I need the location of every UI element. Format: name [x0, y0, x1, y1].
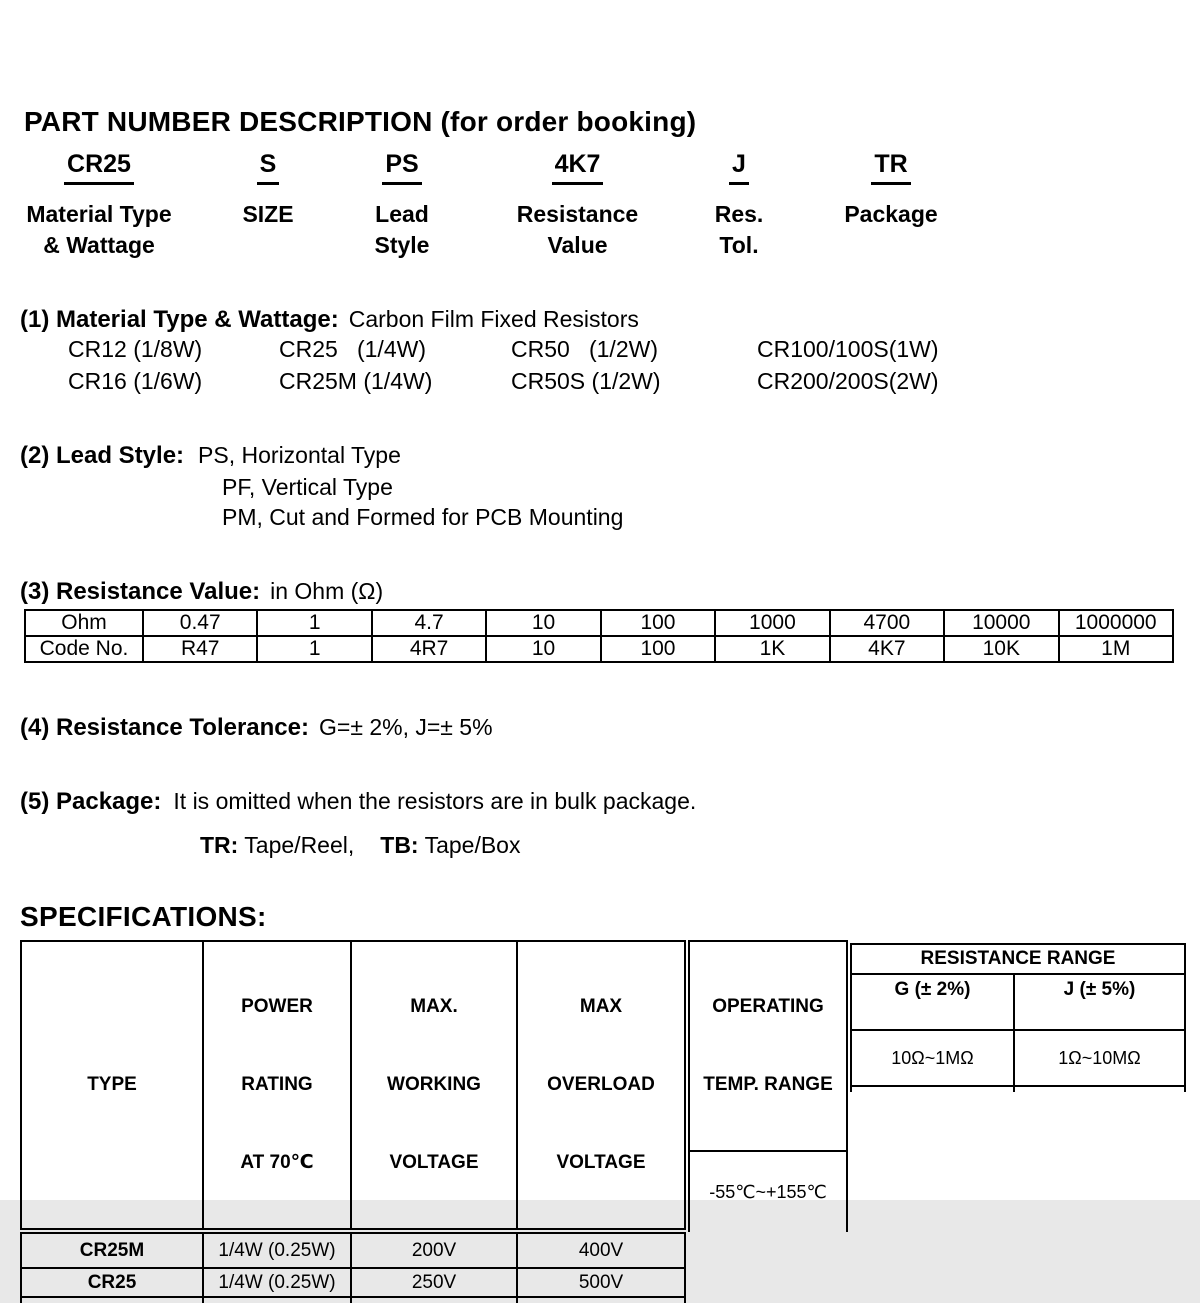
j-tolerance-header: J (± 5%)	[1014, 974, 1185, 1030]
section-package-heading: (5) Package: It is omitted when the resistors are in bulk package.	[20, 788, 697, 815]
material-item: CR50 (1/2W)	[511, 336, 658, 362]
field-label: SIZE	[242, 201, 294, 227]
section-material-heading: (1) Material Type & Wattage: Carbon Film Fixed Resistors	[20, 306, 639, 333]
overload-voltage-header: MAX OVERLOAD VOLTAGE	[517, 941, 685, 1231]
part-number-field-material	[18, 150, 180, 261]
cutoff-row	[21, 1297, 685, 1303]
material-item: CR25M (1/4W)	[279, 368, 433, 394]
resistance-range-subheaders	[851, 974, 1185, 1030]
part-number-title: PART NUMBER DESCRIPTION (for order booking)	[24, 106, 697, 137]
material-item: CR50S (1/2W)	[511, 368, 661, 394]
operating-temp-value-row	[689, 1151, 847, 1232]
code-resistance: 4K7	[552, 150, 604, 185]
lead-style-line-2: PF, Vertical Type	[222, 474, 393, 500]
ohm-row: Ohm 0.47 1 4.7 10 100 1000 4700 10000 1000000	[25, 610, 1173, 636]
field-label: Material Type & Wattage	[26, 201, 172, 258]
tb-label: TB:	[380, 832, 419, 858]
section-lead-heading: (2) Lead Style: PS, Horizontal Type	[20, 442, 401, 469]
resistance-code-table	[24, 609, 1174, 663]
type-header: TYPE	[21, 941, 203, 1231]
field-label: Lead Style	[374, 201, 430, 258]
part-number-field-resistance	[500, 150, 655, 261]
spec-row-cr25: CR25 1/4W (0.25W) 250V 500V	[21, 1268, 685, 1297]
section-tolerance-heading: (4) Resistance Tolerance: G=± 2%, J=± 5%	[20, 714, 493, 741]
code-row: Code No. R47 1 4R7 10 100 1K 4K7 10K 1M	[25, 636, 1173, 662]
spec-table-operating-temp	[688, 940, 848, 1232]
section-resistance-heading: (3) Resistance Value: in Ohm (Ω)	[20, 578, 384, 605]
field-label: Res. Tol.	[714, 201, 764, 258]
resistance-range-header: RESISTANCE RANGE	[851, 944, 1185, 974]
code-package: TR	[871, 150, 910, 185]
part-number-field-size	[208, 150, 328, 230]
power-header: POWER RATING AT 70℃	[203, 941, 351, 1231]
lead-style-line-3: PM, Cut and Formed for PCB Mounting	[222, 504, 624, 530]
g-range-value: 10Ω~1MΩ	[851, 1030, 1014, 1086]
spec-row-cr25m: CR25M 1/4W (0.25W) 200V 400V	[21, 1231, 685, 1268]
package-options-line	[200, 832, 520, 859]
field-label: Package	[844, 201, 938, 227]
code-tolerance: J	[729, 150, 749, 185]
operating-temp-value: -55℃~+155℃	[689, 1151, 847, 1232]
tr-label: TR:	[200, 832, 239, 858]
part-number-field-tolerance	[689, 150, 789, 261]
g-tolerance-header: G (± 2%)	[851, 974, 1014, 1030]
spec-table-main	[20, 940, 686, 1303]
spec-table-resistance-range	[850, 943, 1186, 1092]
code-material: CR25	[64, 150, 134, 185]
material-item: CR25 (1/4W)	[279, 336, 426, 362]
working-voltage-header: MAX. WORKING VOLTAGE	[351, 941, 517, 1231]
material-row-1	[0, 336, 1200, 366]
field-label: Resistance Value	[516, 201, 639, 258]
material-item: CR12 (1/8W)	[68, 336, 203, 362]
tb-value: Tape/Box	[418, 832, 521, 858]
operating-temp-header: OPERATING TEMP. RANGE	[689, 941, 847, 1151]
cutoff-row	[851, 1086, 1185, 1092]
material-item: CR200/200S(2W)	[757, 368, 939, 394]
material-item: CR100/100S(1W)	[757, 336, 939, 362]
material-row-2	[0, 368, 1200, 398]
tr-value: Tape/Reel,	[238, 832, 355, 858]
code-size: S	[257, 150, 280, 185]
spec-header-row	[21, 941, 685, 1231]
code-lead-style: PS	[382, 150, 421, 185]
resistance-range-values	[851, 1030, 1185, 1086]
material-item: CR16 (1/6W)	[68, 368, 203, 394]
part-number-field-package	[826, 150, 956, 230]
j-range-value: 1Ω~10MΩ	[1014, 1030, 1185, 1086]
part-number-field-lead-style	[346, 150, 458, 261]
specifications-heading: SPECIFICATIONS:	[20, 901, 267, 932]
